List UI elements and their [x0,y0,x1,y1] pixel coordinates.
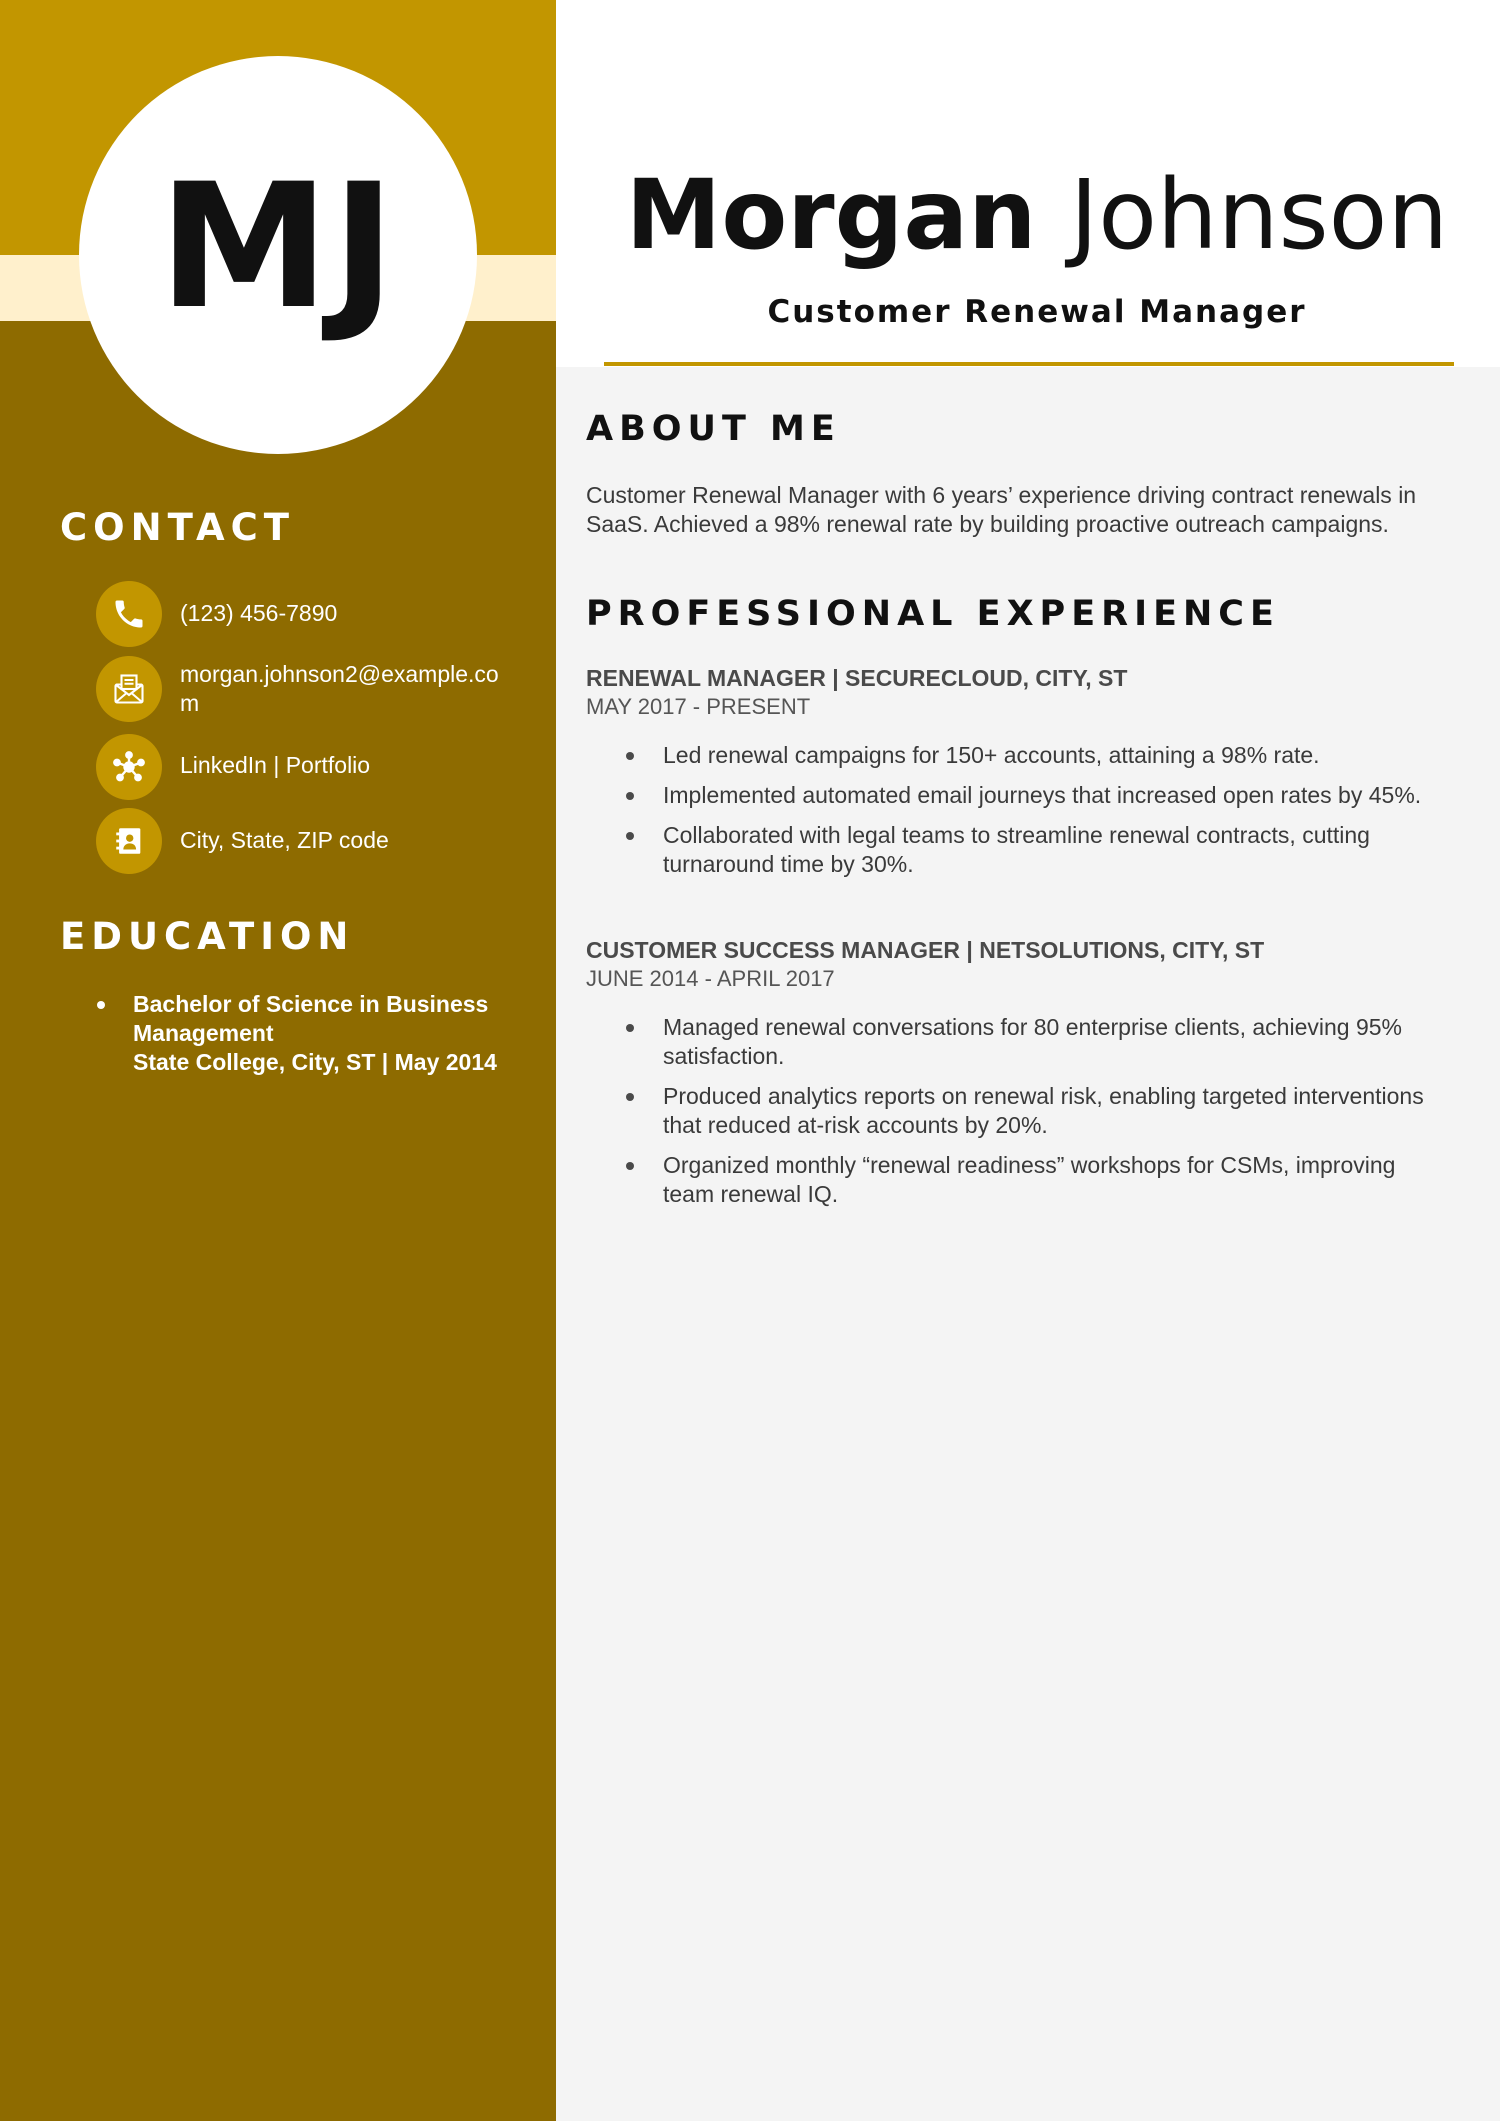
about-text: Customer Renewal Manager with 6 years’ experience driving contract renewals in SaaS. Achieved a 98% renewal rate by building proactive outreach campaigns. [586,482,1417,537]
envelope-icon [96,656,162,722]
contact-address[interactable] [96,808,516,874]
monogram-initials: MJ [158,145,398,347]
email-text: morgan.johnson2@example.com [180,661,499,716]
first-name: Morgan [625,159,1037,271]
education-list [94,990,514,1077]
last-name: Johnson [1069,159,1449,271]
address-text: City, State, ZIP code [180,827,389,853]
contact-phone[interactable] [96,581,516,647]
education-degree: Bachelor of Science in Business Management [133,991,489,1046]
job-position: CUSTOMER SUCCESS MANAGER | NETSOLUTIONS, CITY, ST [586,937,1265,963]
header-divider [604,362,1454,366]
experience-entry [586,936,1446,1220]
network-icon [96,734,162,800]
job-bullet: Led renewal campaigns for 150+ accounts, attaining a 98% rate. [586,741,1446,770]
job-position: RENEWAL MANAGER | SECURECLOUD, CITY, ST [586,665,1128,691]
job-title: Customer Renewal Manager [767,294,1307,330]
education-heading: EDUCATION [60,915,355,958]
links-text: LinkedIn | Portfolio [180,752,371,778]
phone-text: (123) 456-7890 [180,600,338,626]
education-details: State College, City, ST | May 2014 [133,1049,497,1075]
contact-heading: CONTACT [60,506,295,549]
job-dates: JUNE 2014 - APRIL 2017 [586,966,835,991]
job-bullet: Implemented automated email journeys that increased open rates by 45%. [586,781,1446,810]
about-heading: ABOUT ME [586,409,841,449]
job-bullet: Produced analytics reports on renewal risk, enabling targeted interventions that reduced at-risk accounts by 20%. [586,1082,1446,1140]
job-bullets [586,741,1446,879]
job-bullets [586,1013,1446,1209]
experience-entry [586,664,1446,890]
contact-links[interactable] [96,734,516,800]
job-bullet: Managed renewal conversations for 80 enterprise clients, achieving 95% satisfaction. [586,1013,1446,1071]
job-bullet: Collaborated with legal teams to streamline renewal contracts, cutting turnaround time by 30%. [586,821,1446,879]
header [556,0,1500,367]
full-name [622,160,1452,270]
phone-icon [96,581,162,647]
job-bullet: Organized monthly “renewal readiness” workshops for CSMs, improving team renewal IQ. [586,1151,1446,1209]
education-item [94,990,514,1077]
contact-card-icon [96,808,162,874]
sidebar [0,0,556,2121]
contact-email[interactable] [96,656,516,722]
monogram-avatar [79,56,477,454]
experience-heading: PROFESSIONAL EXPERIENCE [586,594,1280,634]
job-dates: MAY 2017 - PRESENT [586,694,811,719]
